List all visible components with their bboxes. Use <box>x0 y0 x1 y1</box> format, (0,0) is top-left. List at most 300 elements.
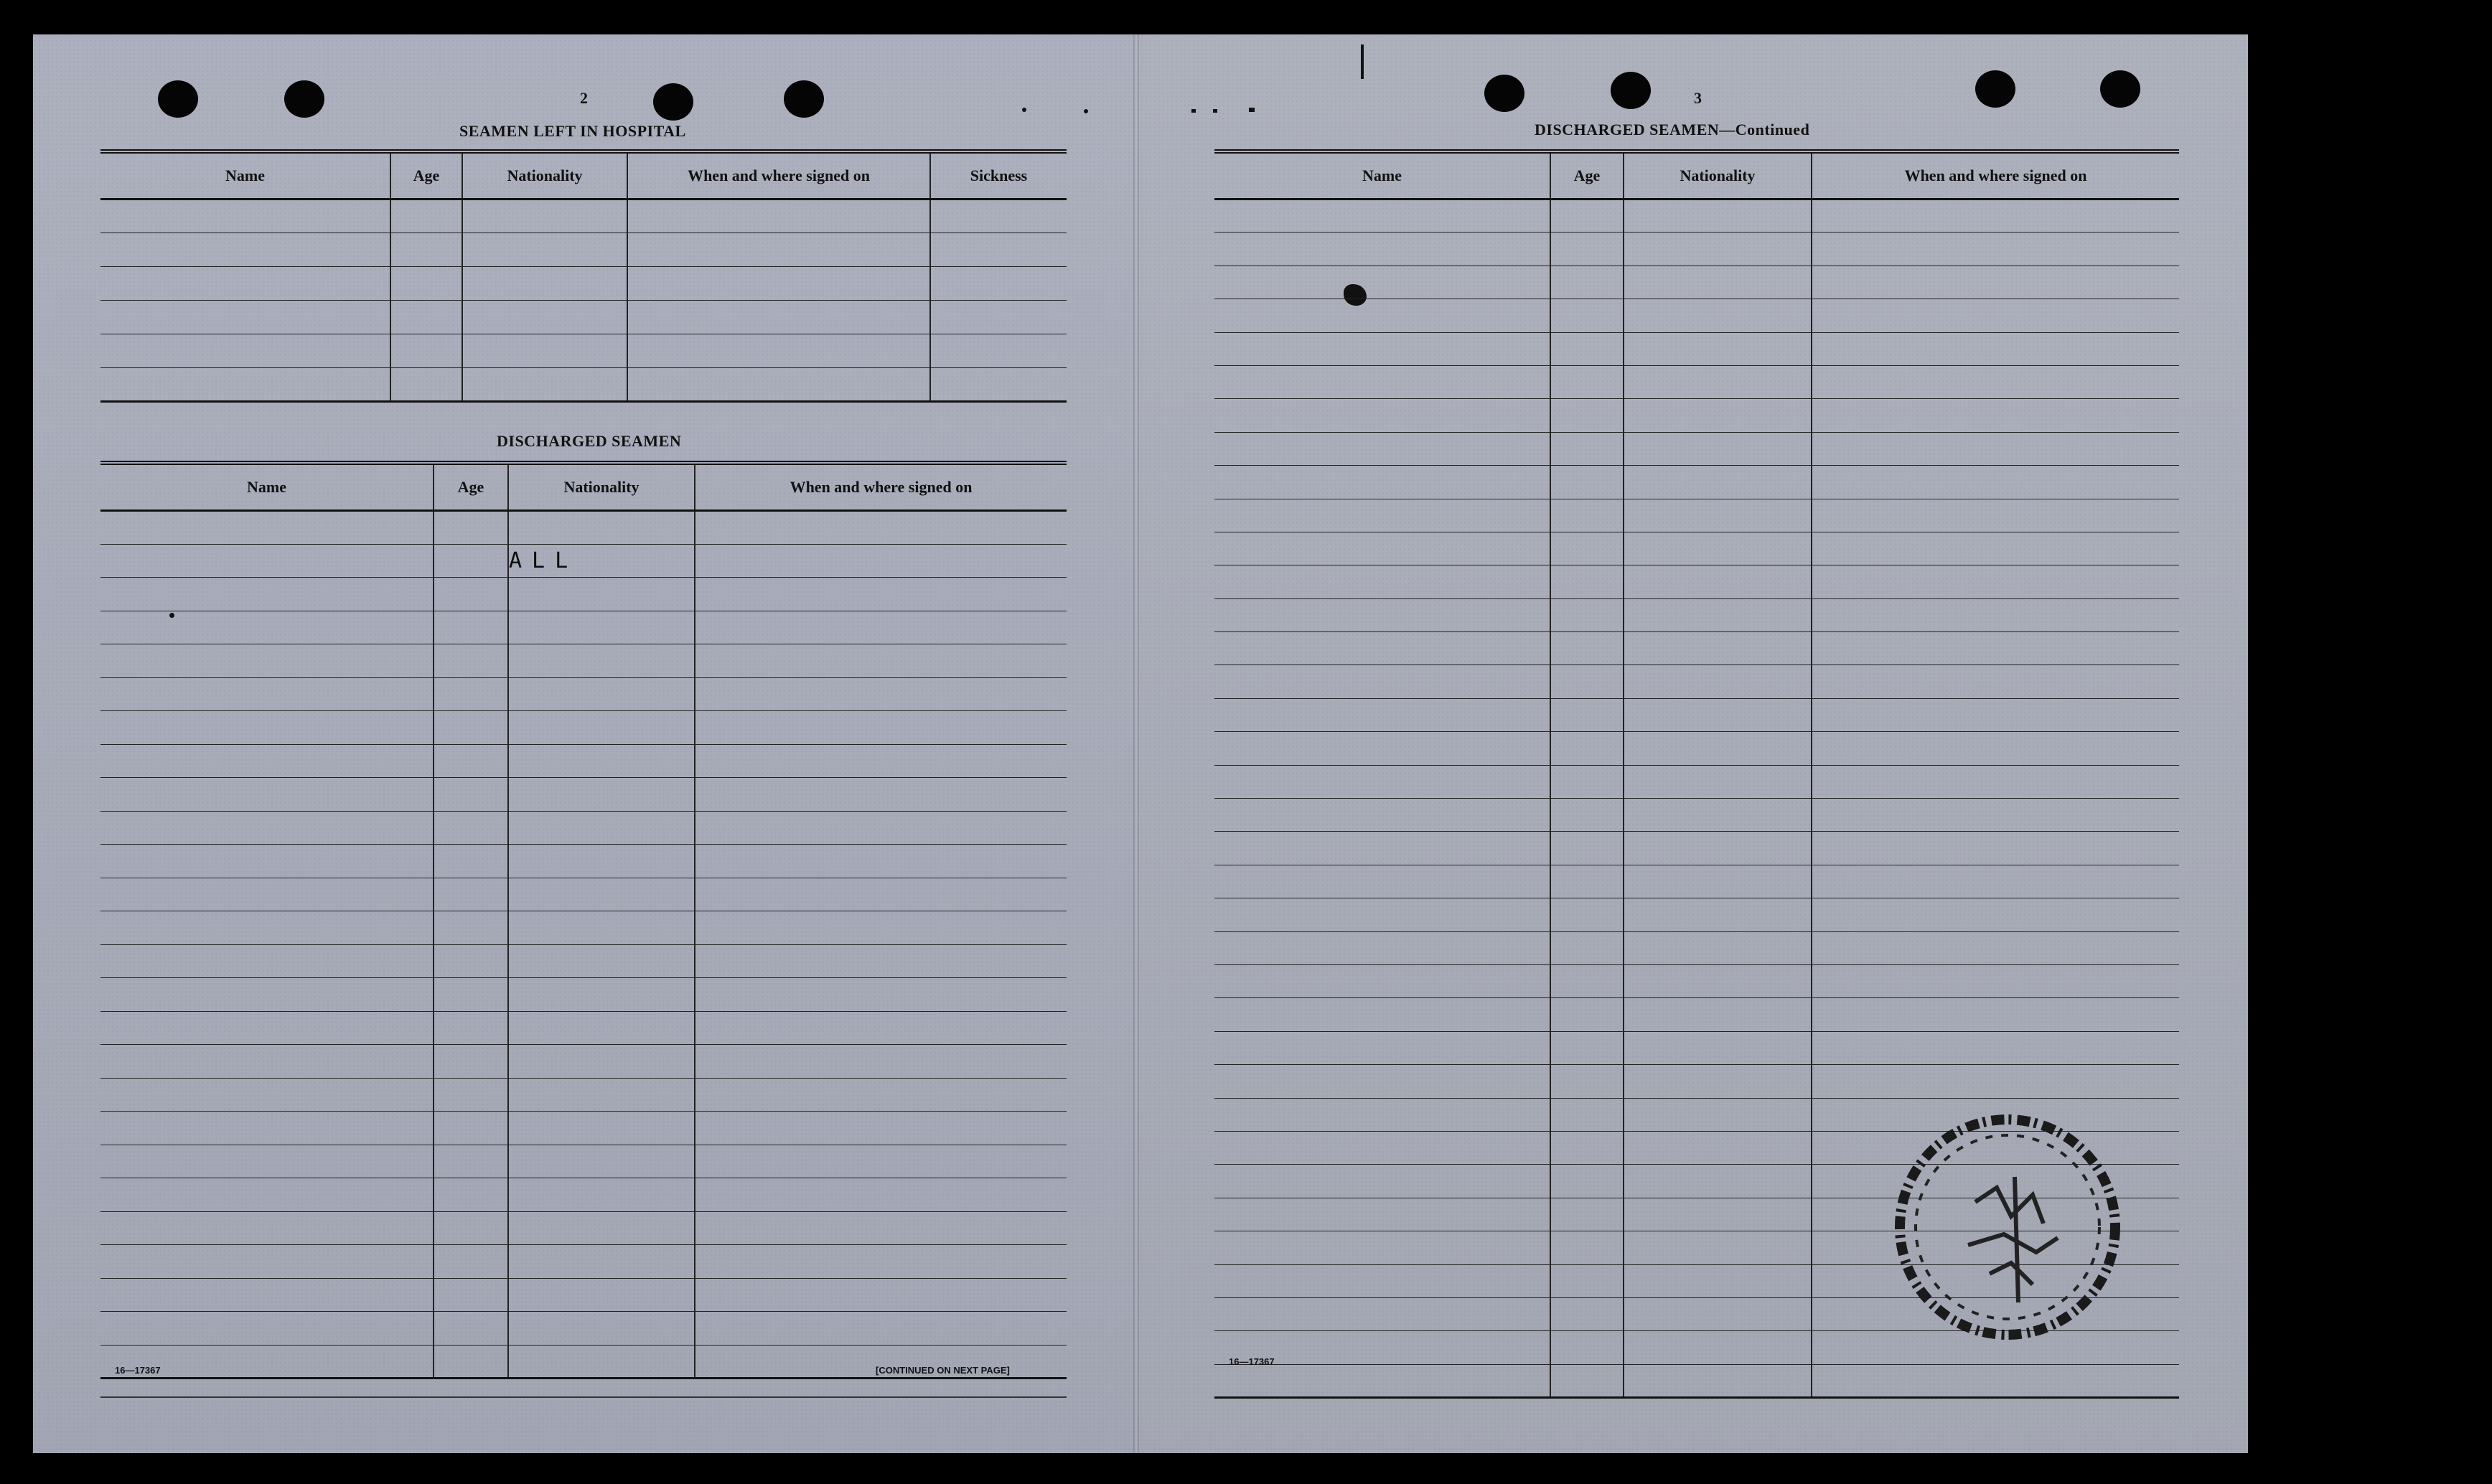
table-cell <box>1624 898 1812 931</box>
table-cell <box>1550 499 1624 532</box>
ink-dot <box>1213 109 1217 113</box>
table-cell <box>434 1211 508 1245</box>
table-cell <box>627 368 930 402</box>
table-cell <box>462 267 627 301</box>
table-cell <box>1550 1131 1624 1164</box>
table-cell <box>434 1178 508 1212</box>
table-cell <box>1812 931 2179 964</box>
table-cell <box>1550 299 1624 332</box>
table-cell <box>1624 865 1812 898</box>
table-cell <box>695 1211 1067 1245</box>
table-cell <box>1550 998 1624 1031</box>
table-cell <box>100 301 390 334</box>
table-cell <box>695 511 1067 545</box>
table-cell <box>508 1312 695 1346</box>
table-row <box>1214 865 2179 898</box>
center-fold <box>1133 34 1139 1453</box>
table-cell <box>1624 1098 1812 1131</box>
table-cell <box>695 911 1067 945</box>
table-cell <box>1550 1098 1624 1131</box>
table-cell <box>434 778 508 812</box>
table-row <box>1214 998 2179 1031</box>
column-header-name: Name <box>1214 151 1550 199</box>
table-cell <box>627 334 930 368</box>
table-row <box>100 1112 1067 1145</box>
table-cell <box>434 1312 508 1346</box>
table-cell <box>1624 698 1812 731</box>
table-row <box>100 1245 1067 1279</box>
table-cell <box>508 1245 695 1279</box>
table-cell <box>508 744 695 778</box>
discharged-section-title: DISCHARGED SEAMEN <box>497 432 682 450</box>
table-row <box>1214 532 2179 565</box>
table-cell <box>1624 998 1812 1031</box>
table-cell <box>1550 399 1624 432</box>
table-row <box>1214 466 2179 499</box>
table-cell <box>1214 832 1550 865</box>
hospital-section-title: SEAMEN LEFT IN HOSPITAL <box>459 122 686 140</box>
table-cell <box>508 1045 695 1079</box>
table-cell <box>508 845 695 878</box>
table-cell <box>1214 931 1550 964</box>
table-cell <box>390 334 462 368</box>
table-row <box>1214 1065 2179 1098</box>
table-cell <box>1624 1297 1812 1330</box>
table-cell <box>1624 299 1812 332</box>
table-cell <box>100 544 434 578</box>
table-cell <box>1214 865 1550 898</box>
table-cell <box>1812 332 2179 365</box>
table-cell <box>1624 199 1812 233</box>
table-cell <box>1550 233 1624 266</box>
table-row <box>1214 1031 2179 1064</box>
table-row <box>100 233 1067 267</box>
column-header-age: Age <box>1550 151 1624 199</box>
table-cell <box>508 644 695 678</box>
table-cell <box>1550 1031 1624 1064</box>
table-cell <box>1624 432 1812 465</box>
table-cell <box>1550 565 1624 598</box>
table-cell <box>100 811 434 845</box>
table-cell <box>434 1145 508 1178</box>
page-number: 3 <box>1694 89 1702 107</box>
table-cell <box>100 233 390 267</box>
table-row <box>1214 698 2179 731</box>
table-row <box>100 544 1067 578</box>
table-cell <box>1214 698 1550 731</box>
table-cell <box>1214 1131 1550 1164</box>
table-cell <box>1812 665 2179 698</box>
table-cell <box>508 1278 695 1312</box>
table-cell <box>1624 365 1812 398</box>
table-cell <box>1550 1065 1624 1098</box>
table-cell <box>1214 233 1550 266</box>
table-row <box>1214 765 2179 798</box>
table-cell <box>1214 1231 1550 1264</box>
table-cell <box>1550 1297 1624 1330</box>
table-cell <box>100 845 434 878</box>
table-cell <box>1550 898 1624 931</box>
table-cell <box>1214 432 1550 465</box>
table-row <box>100 1145 1067 1178</box>
table-cell <box>508 1211 695 1245</box>
table-cell <box>434 1112 508 1145</box>
table-cell <box>100 911 434 945</box>
ink-mark <box>1361 44 1364 79</box>
table-cell <box>627 199 930 233</box>
table-cell <box>434 845 508 878</box>
table-cell <box>1624 732 1812 765</box>
ink-dot <box>1022 108 1026 112</box>
table-cell <box>508 1345 695 1379</box>
table-cell <box>100 511 434 545</box>
table-cell <box>1812 898 2179 931</box>
table-cell <box>1812 765 2179 798</box>
table-cell <box>100 267 390 301</box>
table-cell <box>1624 565 1812 598</box>
table-row <box>100 1045 1067 1079</box>
table-cell <box>508 944 695 978</box>
table-row <box>1214 233 2179 266</box>
table-row <box>100 944 1067 978</box>
table-cell <box>1550 964 1624 997</box>
table-cell <box>508 578 695 611</box>
table-cell <box>695 1011 1067 1045</box>
table-cell <box>1812 799 2179 832</box>
table-cell <box>1214 598 1550 631</box>
table-cell <box>1624 799 1812 832</box>
hospital-rows <box>100 199 1067 402</box>
table-cell <box>695 978 1067 1012</box>
table-cell <box>1812 598 2179 631</box>
table-row <box>100 711 1067 745</box>
table-cell <box>1214 1031 1550 1064</box>
table-cell <box>100 334 390 368</box>
table-cell <box>1550 1331 1624 1364</box>
punch-hole <box>653 83 693 121</box>
column-header-signed-on: When and where signed on <box>1812 151 2179 199</box>
table-row <box>1214 299 2179 332</box>
table-cell <box>434 1345 508 1379</box>
table-cell <box>627 233 930 267</box>
table-row <box>1214 365 2179 398</box>
table-cell <box>1624 1364 1812 1397</box>
table-row <box>1214 931 2179 964</box>
discharged-table <box>100 461 1067 1379</box>
table-cell <box>1812 964 2179 997</box>
table-cell <box>1214 266 1550 299</box>
table-cell <box>100 1278 434 1312</box>
table-row <box>1214 632 2179 665</box>
table-cell <box>1812 266 2179 299</box>
hospital-table <box>100 149 1067 403</box>
table-cell <box>930 368 1067 402</box>
table-row <box>100 911 1067 945</box>
ink-dot <box>1084 109 1088 113</box>
table-row <box>100 677 1067 711</box>
table-cell <box>1550 598 1624 631</box>
discharged-continued-title <box>1535 121 1809 139</box>
table-cell <box>434 544 508 578</box>
table-cell <box>462 368 627 402</box>
table-cell <box>100 611 434 644</box>
table-cell <box>1812 399 2179 432</box>
discharged-continued-title-suffix: —Continued <box>1719 121 1810 138</box>
table-cell <box>1550 1364 1624 1397</box>
table-cell <box>508 811 695 845</box>
table-cell <box>695 1078 1067 1112</box>
table-cell <box>434 944 508 978</box>
table-cell <box>100 1145 434 1178</box>
table-cell <box>1624 1131 1812 1164</box>
table-cell <box>1812 365 2179 398</box>
table-cell <box>1812 1031 2179 1064</box>
table-cell <box>1550 698 1624 731</box>
table-row <box>100 199 1067 233</box>
table-cell <box>930 267 1067 301</box>
table-cell <box>1624 1231 1812 1264</box>
table-cell <box>695 811 1067 845</box>
table-cell <box>508 611 695 644</box>
table-row <box>100 811 1067 845</box>
table-cell <box>100 878 434 911</box>
table-cell <box>1214 299 1550 332</box>
punch-hole <box>1611 72 1651 109</box>
table-cell <box>1550 266 1624 299</box>
table-cell <box>100 1211 434 1245</box>
ink-dot <box>1191 109 1196 113</box>
table-row <box>1214 799 2179 832</box>
table-cell <box>1812 299 2179 332</box>
table-cell <box>1812 565 2179 598</box>
table-cell <box>1812 1065 2179 1098</box>
table-cell <box>627 301 930 334</box>
table-cell <box>1214 898 1550 931</box>
table-row <box>100 511 1067 545</box>
table-cell <box>100 199 390 233</box>
table-cell <box>508 1078 695 1112</box>
table-cell <box>1624 1264 1812 1297</box>
table-cell <box>390 199 462 233</box>
table-cell <box>1624 332 1812 365</box>
table-cell <box>100 778 434 812</box>
table-row <box>100 334 1067 368</box>
table-cell <box>930 199 1067 233</box>
table-cell <box>462 233 627 267</box>
table-cell <box>695 1145 1067 1178</box>
table-cell <box>1624 632 1812 665</box>
table-cell <box>1812 732 2179 765</box>
table-cell <box>1214 732 1550 765</box>
table-cell <box>1624 832 1812 865</box>
table-cell <box>1550 332 1624 365</box>
table-cell <box>1214 1098 1550 1131</box>
table-row <box>100 744 1067 778</box>
table-row <box>1214 898 2179 931</box>
punch-hole <box>2100 70 2140 108</box>
table-cell <box>1812 432 2179 465</box>
table-cell <box>1550 199 1624 233</box>
table-cell <box>1214 665 1550 698</box>
table-cell <box>1214 365 1550 398</box>
table-cell <box>1214 632 1550 665</box>
table-cell <box>695 845 1067 878</box>
table-cell <box>1812 632 2179 665</box>
table-row <box>1214 266 2179 299</box>
column-header-nationality: Nationality <box>1624 151 1812 199</box>
table-cell <box>695 1245 1067 1279</box>
table-cell <box>695 677 1067 711</box>
table-cell <box>1550 632 1624 665</box>
table-cell <box>695 944 1067 978</box>
table-cell <box>434 644 508 678</box>
table-row <box>100 611 1067 644</box>
table-cell <box>434 1011 508 1045</box>
column-header-nationality: Nationality <box>508 463 695 511</box>
table-row <box>100 1278 1067 1312</box>
table-cell <box>695 1112 1067 1145</box>
column-header-age: Age <box>390 151 462 199</box>
table-cell <box>1624 233 1812 266</box>
table-cell <box>508 1178 695 1212</box>
table-cell <box>695 744 1067 778</box>
table-cell <box>695 711 1067 745</box>
table-row <box>1214 598 2179 631</box>
table-row <box>1214 432 2179 465</box>
column-header-name: Name <box>100 463 434 511</box>
table-cell <box>100 368 390 402</box>
table-cell <box>1550 1231 1624 1264</box>
table-cell <box>100 677 434 711</box>
table-cell <box>1550 466 1624 499</box>
table-cell <box>695 611 1067 644</box>
table-cell <box>100 711 434 745</box>
table-row <box>1214 199 2179 233</box>
table-cell <box>1214 1364 1550 1397</box>
table-cell <box>1624 665 1812 698</box>
continued-note: [CONTINUED ON NEXT PAGE] <box>876 1365 1010 1376</box>
table-cell <box>508 1011 695 1045</box>
table-cell <box>1624 598 1812 631</box>
table-cell <box>695 578 1067 611</box>
table-cell <box>100 944 434 978</box>
table-cell <box>1812 499 2179 532</box>
table-cell <box>930 301 1067 334</box>
table-cell <box>1550 532 1624 565</box>
table-cell <box>1214 765 1550 798</box>
table-cell <box>434 677 508 711</box>
table-cell <box>434 811 508 845</box>
table-cell <box>390 233 462 267</box>
table-cell <box>1624 1031 1812 1064</box>
table-row <box>100 368 1067 402</box>
table-cell <box>508 978 695 1012</box>
table-cell <box>1550 732 1624 765</box>
table-cell <box>1550 365 1624 398</box>
table-cell <box>434 1045 508 1079</box>
table-cell <box>1550 1264 1624 1297</box>
table-cell <box>434 978 508 1012</box>
table-cell <box>1624 931 1812 964</box>
table-cell <box>390 368 462 402</box>
table-cell <box>462 334 627 368</box>
punch-hole <box>158 80 198 118</box>
table-row <box>1214 399 2179 432</box>
table-row <box>100 978 1067 1012</box>
table-row <box>1214 499 2179 532</box>
table-cell <box>434 1078 508 1112</box>
table-cell <box>100 1245 434 1279</box>
table-cell <box>1624 266 1812 299</box>
table-cell <box>1812 233 2179 266</box>
table-row <box>100 1011 1067 1045</box>
table-cell <box>1214 1297 1550 1330</box>
table-cell <box>100 1112 434 1145</box>
table-cell <box>627 267 930 301</box>
table-cell <box>1812 466 2179 499</box>
column-header-signed-on: When and where signed on <box>695 463 1067 511</box>
discharged-rows <box>100 511 1067 1379</box>
table-cell <box>1812 698 2179 731</box>
table-cell <box>1214 1165 1550 1198</box>
punch-hole <box>1484 75 1524 112</box>
table-row <box>100 845 1067 878</box>
table-cell <box>1550 1198 1624 1231</box>
table-cell <box>695 1312 1067 1346</box>
table-cell <box>1214 1264 1550 1297</box>
table-row <box>100 1178 1067 1212</box>
table-cell <box>1624 1198 1812 1231</box>
handwritten-entry: ALL <box>508 544 695 578</box>
table-cell <box>695 1178 1067 1212</box>
table-cell <box>1550 765 1624 798</box>
table-cell <box>434 1245 508 1279</box>
table-row <box>1214 665 2179 698</box>
table-cell <box>1550 1165 1624 1198</box>
table-row <box>1214 732 2179 765</box>
table-row <box>100 1078 1067 1112</box>
table-cell <box>1214 532 1550 565</box>
table-cell <box>100 1011 434 1045</box>
table-cell <box>930 233 1067 267</box>
punch-hole <box>284 80 324 118</box>
table-cell <box>1624 765 1812 798</box>
discharged-continued-title-main: DISCHARGED SEAMEN <box>1535 121 1720 138</box>
table-row <box>100 578 1067 611</box>
table-row <box>1214 832 2179 865</box>
table-cell <box>1214 399 1550 432</box>
table-cell <box>390 267 462 301</box>
table-cell <box>462 199 627 233</box>
table-cell <box>1214 499 1550 532</box>
table-cell <box>1812 532 2179 565</box>
table-cell <box>1214 466 1550 499</box>
table-cell <box>508 1112 695 1145</box>
table-cell <box>1812 832 2179 865</box>
column-header-age: Age <box>434 463 508 511</box>
table-row <box>100 1211 1067 1245</box>
table-cell <box>1214 799 1550 832</box>
table-cell <box>695 544 1067 578</box>
table-cell <box>390 301 462 334</box>
table-cell <box>100 744 434 778</box>
table-cell <box>695 778 1067 812</box>
table-cell <box>508 711 695 745</box>
table-cell <box>1812 865 2179 898</box>
table-cell <box>1624 499 1812 532</box>
table-cell <box>1214 1198 1550 1231</box>
table-cell <box>1214 1065 1550 1098</box>
